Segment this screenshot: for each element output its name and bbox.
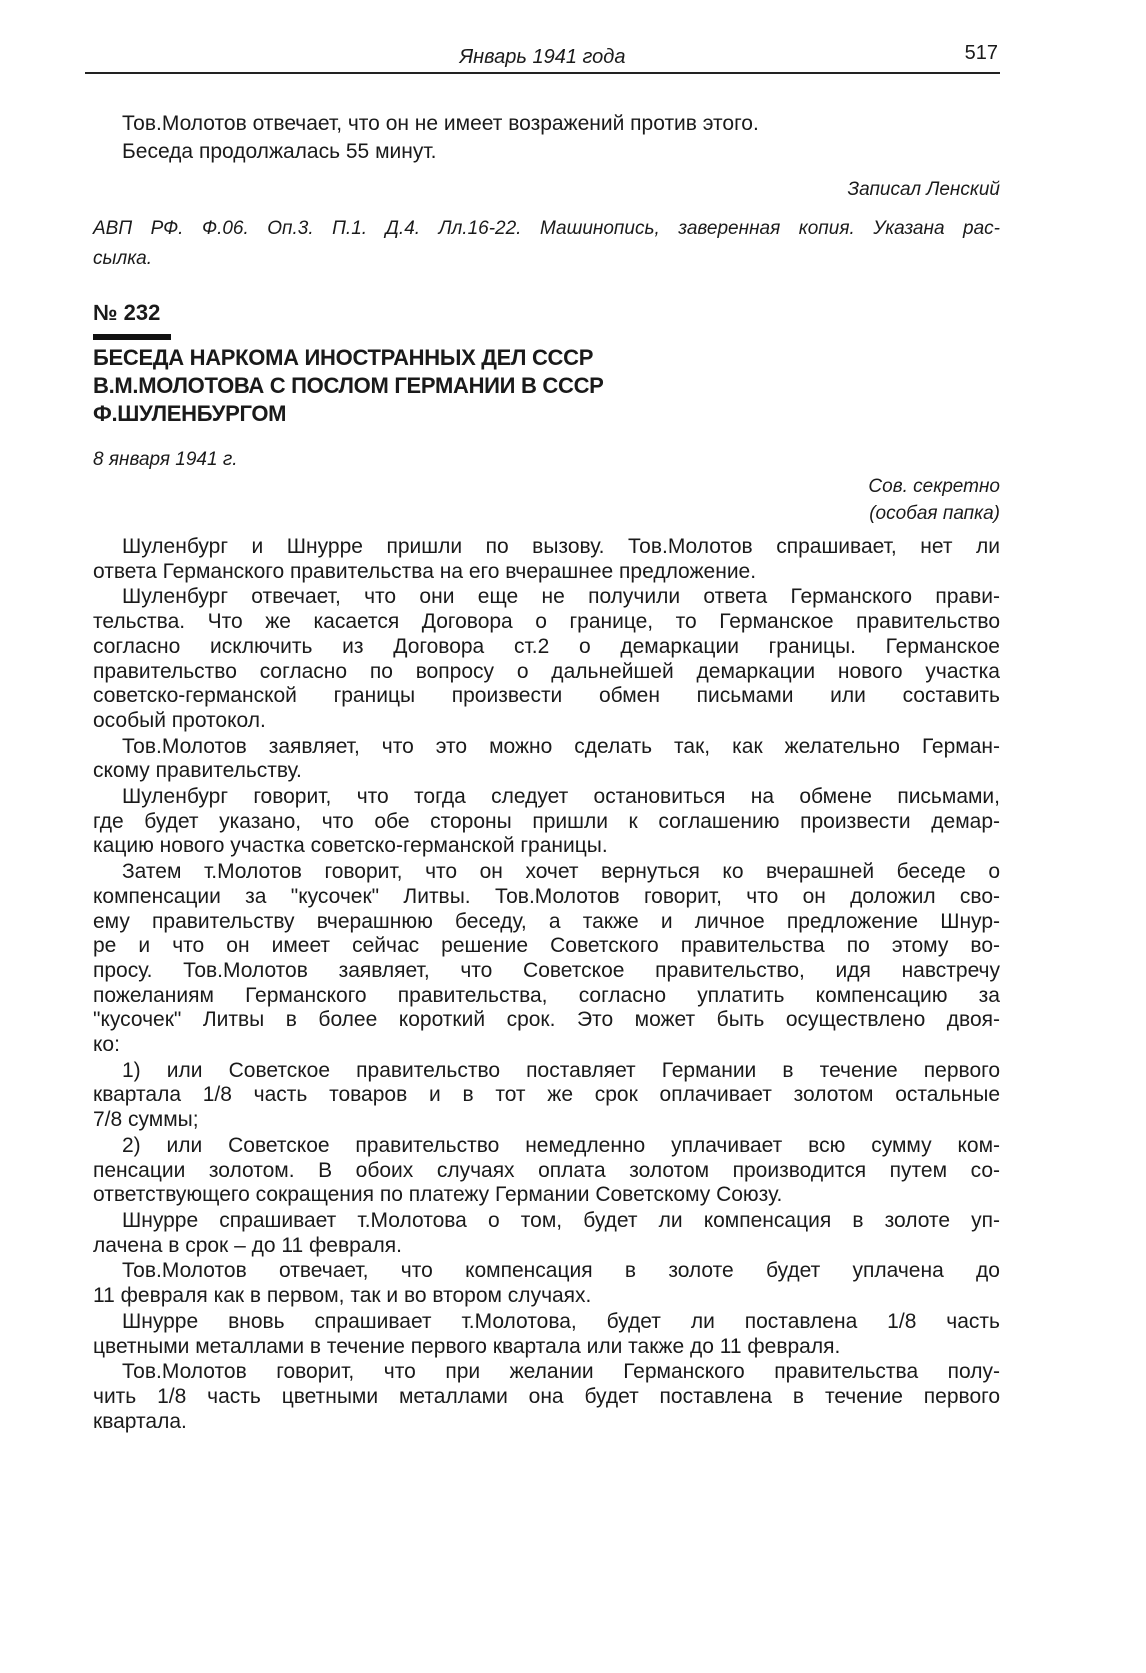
text-line: скому правительству. <box>93 759 302 783</box>
source-line: сылка. <box>93 248 153 269</box>
text-line: тельства. Что же касается Договора о границе, то Германское правительство <box>93 610 1000 634</box>
paragraph <box>93 860 1000 1058</box>
text-line: правительство согласно по вопросу о дальнейшей демаркации нового участка <box>93 659 1000 683</box>
text-line: Тов.Молотов заявляет, что это можно сделать так, как желательно Герман- <box>122 734 1000 758</box>
title-line: БЕСЕДА НАРКОМА ИНОСТРАННЫХ ДЕЛ СССР <box>93 345 594 370</box>
text-line: кацию нового участка советско-германской границы. <box>93 834 608 858</box>
text-line: 11 февраля как в первом, так и во втором случаях. <box>93 1284 592 1308</box>
text-line: 1) или Советское правительство поставляет Германии в течение первого <box>122 1058 1000 1082</box>
document-date: 8 января 1941 г. <box>93 449 238 470</box>
text-line: пенсации золотом. В обоих случаях оплата золотом производится путем со- <box>93 1158 1000 1182</box>
running-header <box>85 44 1000 74</box>
text-line: цветными металлами в течение первого квартала или также до 11 февраля. <box>93 1334 841 1358</box>
signature: Записал Ленский <box>847 179 1000 200</box>
text-line: ответа Германского правительства на его вчерашнее предложение. <box>93 559 757 583</box>
text-line: "кусочек" Литвы в более короткий срок. Это может быть осуществлено двоя- <box>93 1008 1000 1032</box>
document-number: № 232 <box>93 300 161 325</box>
paragraph <box>93 1310 1000 1359</box>
paragraph <box>93 1209 1000 1258</box>
paragraph <box>93 785 1000 859</box>
classification: (особая папка) <box>869 503 1000 524</box>
paragraph <box>93 1259 1000 1308</box>
text-line: пожеланиям Германского правительства, согласно уплатить компенсацию за <box>93 983 1000 1007</box>
text-line: Шнурре спрашивает т.Молотова о том, будет ли компенсация в золоте уп- <box>122 1208 1000 1232</box>
paragraph <box>93 535 1000 584</box>
source-line: АВП РФ. Ф.06. Оп.3. П.1. Д.4. Лл.16-22. Машинопись, заверенная копия. Указана рас- <box>93 218 1000 239</box>
closing-line: Тов.Молотов отвечает, что он не имеет возражений против этого. <box>122 112 759 135</box>
document-title <box>93 344 604 428</box>
archive-source <box>93 214 1000 274</box>
text-line: особый протокол. <box>93 708 266 732</box>
text-line: 7/8 суммы; <box>93 1108 199 1132</box>
page-number: 517 <box>964 42 998 64</box>
paragraph <box>93 1134 1000 1208</box>
text-line: квартала 1/8 часть товаров и в тот же срок оплачивает золотом остальные <box>93 1083 1000 1107</box>
text-line: 2) или Советское правительство немедленно уплачивает всю сумму ком- <box>122 1133 1000 1157</box>
text-line: Тов.Молотов говорит, что при желании Германского правительства полу- <box>122 1360 1000 1384</box>
text-line: согласно исключить из Договора ст.2 о демаркации границы. Германское <box>93 634 1000 658</box>
text-line: ответствующего сокращения по платежу Германии Советскому Союзу. <box>93 1183 783 1207</box>
paragraph <box>93 1059 1000 1133</box>
text-line: компенсации за "кусочек" Литвы. Тов.Молотов говорит, что он доложил сво- <box>93 884 1000 908</box>
text-line: Шуленбург и Шнурре пришли по вызову. Тов.Молотов спрашивает, нет ли <box>122 535 1000 558</box>
title-line: В.М.МОЛОТОВА С ПОСЛОМ ГЕРМАНИИ В СССР <box>93 373 604 398</box>
title-line: Ф.ШУЛЕНБУРГОМ <box>93 401 287 426</box>
number-underline <box>93 334 171 340</box>
text-line: просу. Тов.Молотов заявляет, что Советское правительство, идя навстречу <box>93 958 1000 982</box>
paragraph <box>93 585 1000 733</box>
text-line: чить 1/8 часть цветными металлами она будет поставлена в течение первого <box>93 1384 1000 1408</box>
text-line: ре и что он имеет сейчас решение Советского правительства по этому во- <box>93 934 1000 958</box>
text-line: Тов.Молотов отвечает, что компенсация в золоте будет уплачена до <box>122 1259 1000 1283</box>
closing-line: Беседа продолжалась 55 минут. <box>122 140 437 163</box>
text-line: Шуленбург говорит, что тогда следует остановиться на обмене письмами, <box>122 785 1000 809</box>
text-line: лачена в срок – до 11 февраля. <box>93 1233 402 1257</box>
paragraph <box>93 1360 1000 1434</box>
text-line: ему правительству вчерашнюю беседу, а также и личное предложение Шнур- <box>93 909 1000 933</box>
text-line: Шнурре вновь спрашивает т.Молотова, будет ли поставлена 1/8 часть <box>122 1309 1000 1333</box>
text-line: советско-германской границы произвести обмен письмами или составить <box>93 684 1000 708</box>
text-line: Шуленбург отвечает, что они еще не получили ответа Германского прави- <box>122 585 1000 609</box>
classification: Сов. секретно <box>868 476 1000 497</box>
text-line: ко: <box>93 1033 120 1057</box>
text-line: квартала. <box>93 1409 187 1433</box>
document-body <box>93 535 1000 1435</box>
paragraph <box>93 735 1000 784</box>
text-line: Затем т.Молотов говорит, что он хочет вернуться ко вчерашней беседе о <box>122 860 1000 884</box>
text-line: где будет указано, что обе стороны пришли к соглашению произвести демар- <box>93 809 1000 833</box>
running-title: Январь 1941 года <box>459 46 626 68</box>
